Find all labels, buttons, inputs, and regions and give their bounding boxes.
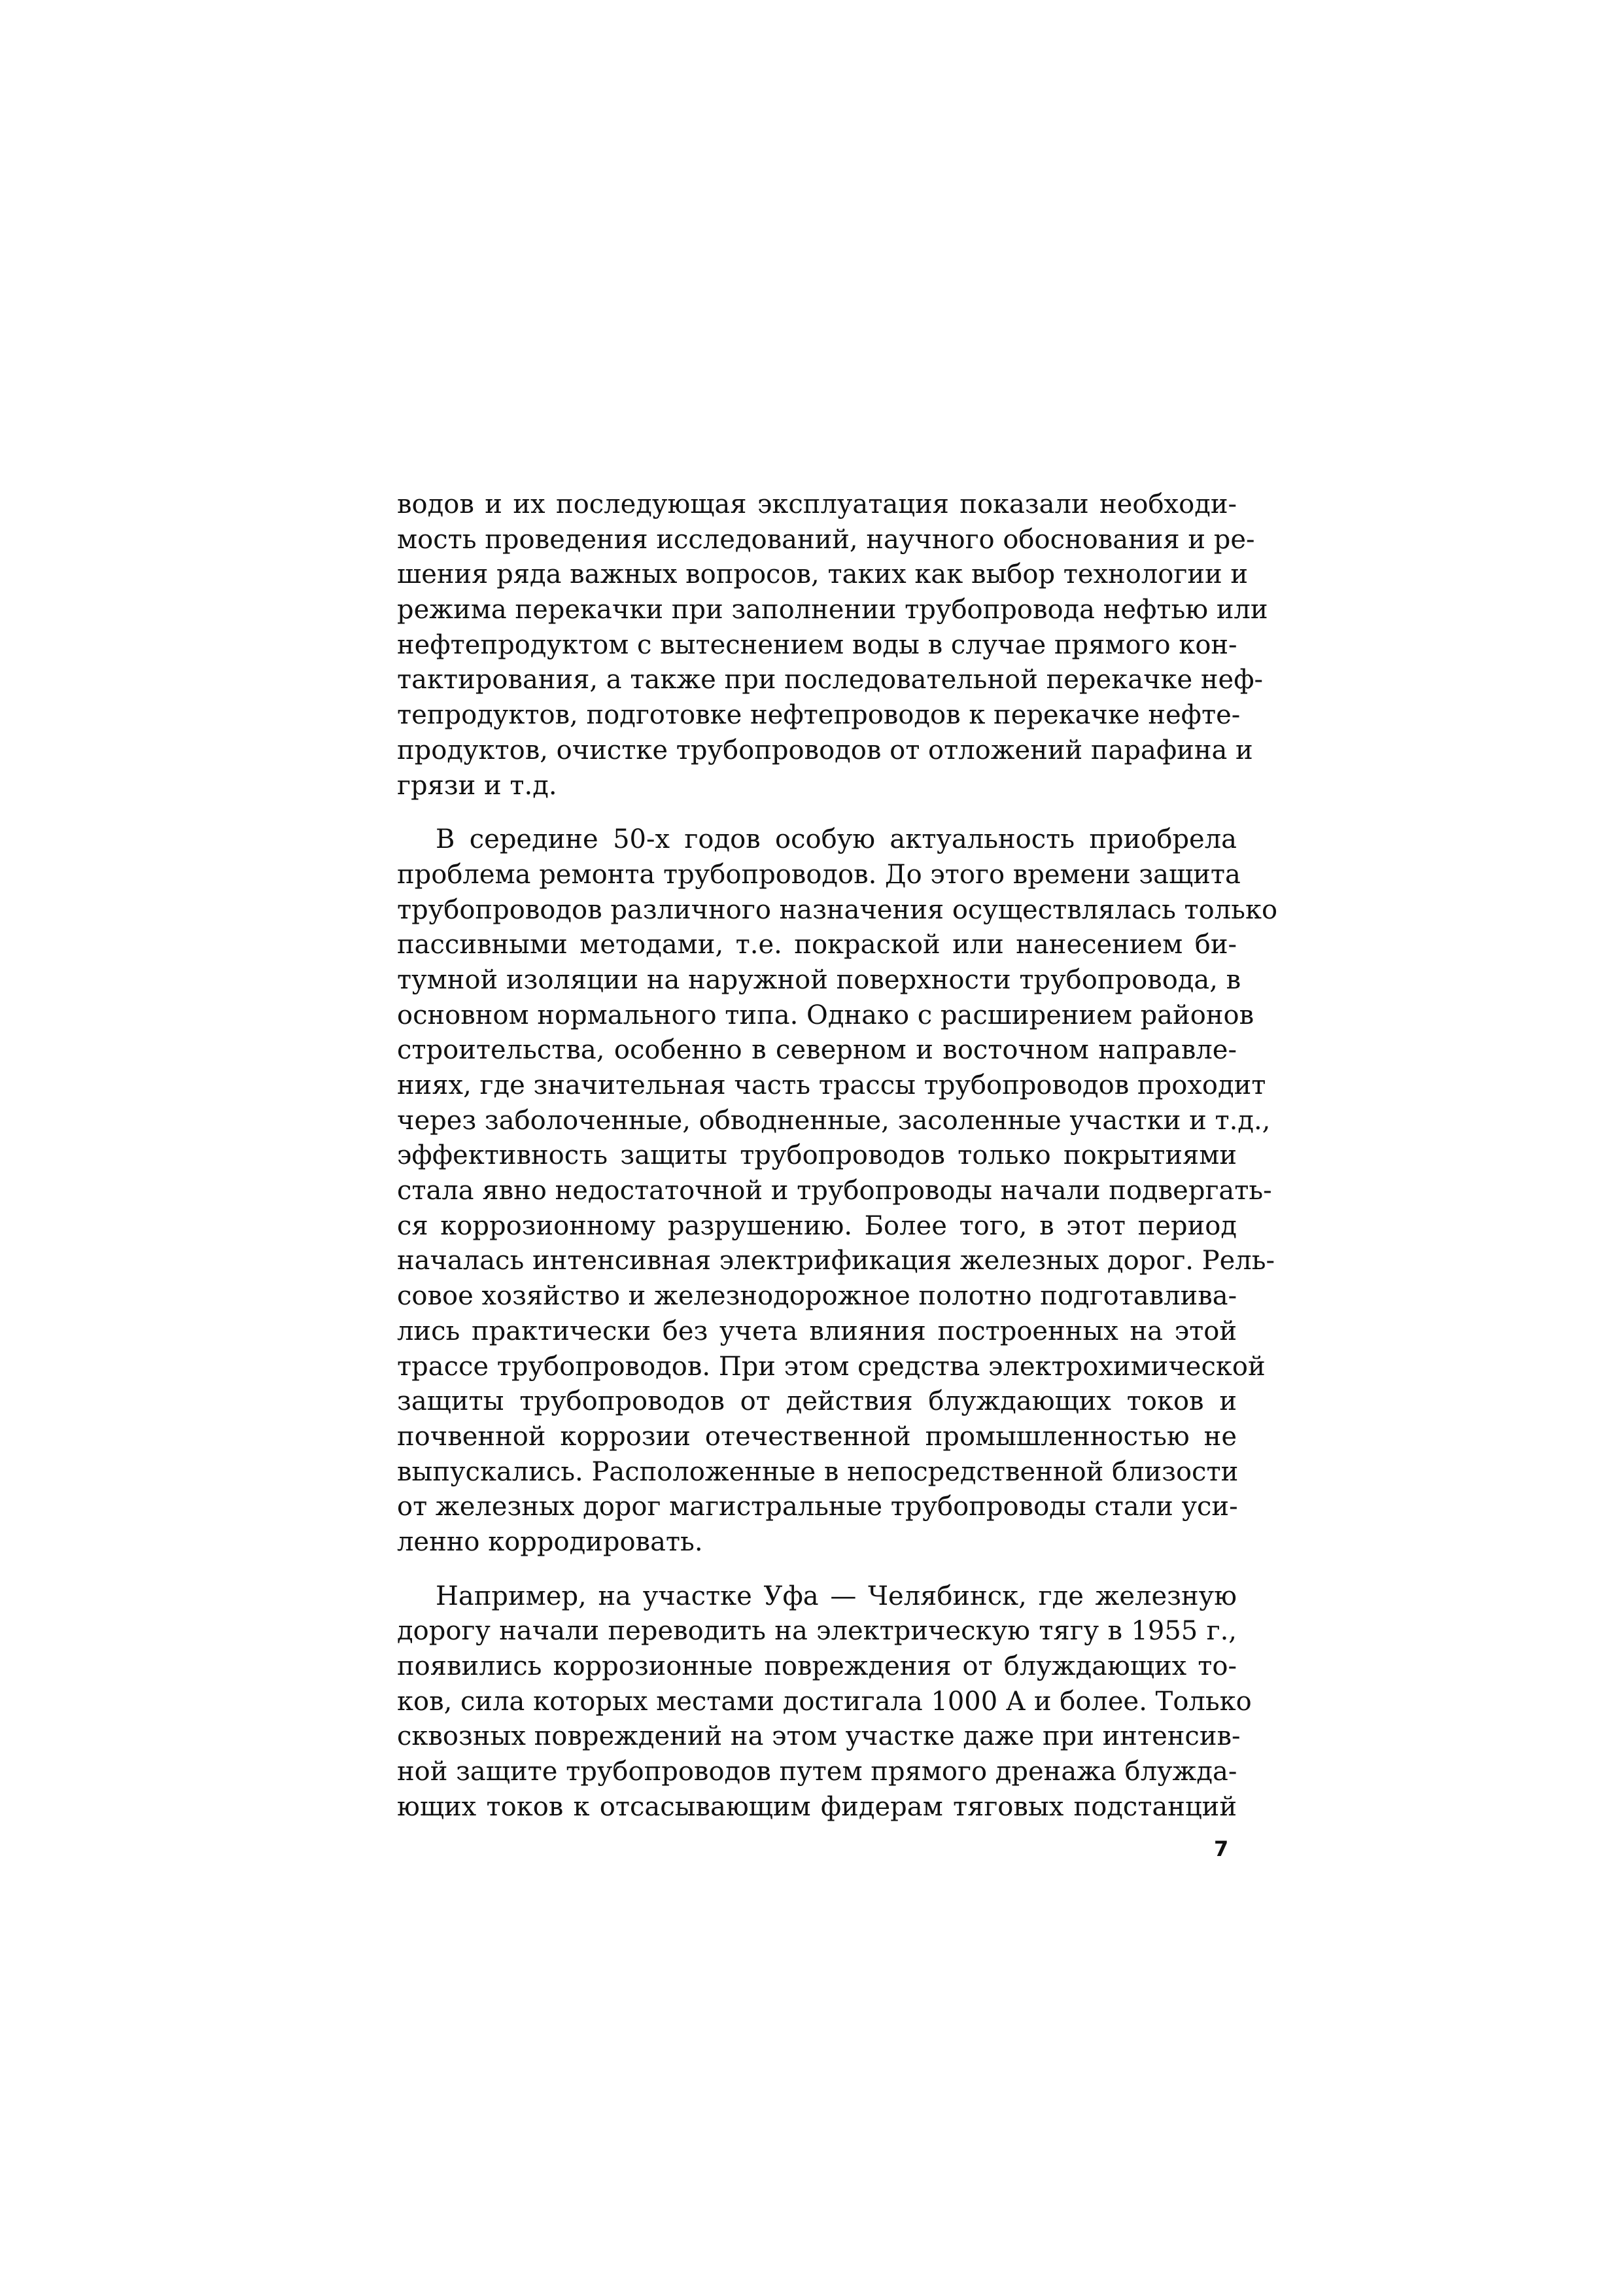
text-line: сквозных повреждений на этом участке даже при интенсив-	[397, 1721, 1241, 1752]
text-line: ной защите трубопроводов путем прямого дренажа блужда-	[397, 1757, 1237, 1787]
text-line: шения ряда важных вопросов, таких как выбор технологии и	[397, 559, 1249, 590]
text-line: режима перекачки при заполнении трубопровода нефтью или	[397, 595, 1268, 625]
paragraph-gap	[397, 803, 1237, 822]
text-line: Например, на участке Уфа — Челябинск, где железную	[436, 1581, 1237, 1611]
text-line: через заболоченные, обводненные, засоленные участки и т.д.,	[397, 1105, 1271, 1136]
text-line: стала явно недостаточной и трубопроводы начали подвергать-	[397, 1176, 1272, 1206]
paragraph	[397, 1579, 1252, 1825]
body-text	[397, 487, 1278, 1825]
text-line: нефтепродуктом с вытеснением воды в случае прямого кон-	[397, 629, 1237, 660]
text-line: грязи и т.д.	[397, 770, 557, 801]
text-line: тепродуктов, подготовке нефтепроводов к перекачке нефте-	[397, 700, 1241, 731]
text-line: ся коррозионному разрушению. Более того, в этот период	[397, 1210, 1237, 1241]
text-line: ленно корродировать.	[397, 1526, 703, 1557]
paragraph	[397, 487, 1268, 803]
text-line: лись практически без учета влияния построенных на этой	[397, 1316, 1237, 1346]
text-line: проблема ремонта трубопроводов. До этого времени защита	[397, 859, 1241, 890]
page-number: 7	[1214, 1836, 1229, 1861]
text-line: продуктов, очистке трубопроводов от отложений парафина и	[397, 735, 1253, 765]
text-line: почвенной коррозии отечественной промышленностью не	[397, 1421, 1237, 1452]
text-line: В середине 50-х годов особую актуальность приобрела	[436, 824, 1237, 855]
text-line: совое хозяйство и железнодорожное полотно подготавлива-	[397, 1281, 1237, 1312]
text-line: тумной изоляции на наружной поверхности трубопровода, в	[397, 964, 1241, 995]
text-line: от железных дорог магистральные трубопроводы стали уси-	[397, 1492, 1238, 1522]
paragraph	[397, 822, 1278, 1560]
text-line: ков, сила которых местами достигала 1000 А и более. Только	[397, 1686, 1252, 1717]
text-line: эффективность защиты трубопроводов только покрытиями	[397, 1140, 1237, 1171]
text-line: строительства, особенно в северном и восточном направле-	[397, 1035, 1237, 1066]
text-line: ющих токов к отсасывающим фидерам тяговых подстанций	[397, 1791, 1237, 1822]
text-line: основном нормального типа. Однако с расширением районов	[397, 1000, 1254, 1030]
text-line: мость проведения исследований, научного обоснования и ре-	[397, 524, 1255, 555]
text-line: дорогу начали переводить на электрическую тягу в 1955 г.,	[397, 1616, 1237, 1647]
paragraph-gap	[397, 1560, 1237, 1579]
text-line: трассе трубопроводов. При этом средства электрохимической	[397, 1351, 1266, 1382]
text-line: ниях, где значительная часть трассы трубопроводов проходит	[397, 1070, 1266, 1100]
text-line: пассивными методами, т.е. покраской или нанесением би-	[397, 930, 1237, 960]
text-line: трубопроводов различного назначения осуществлялась только	[397, 894, 1278, 925]
text-line: защиты трубопроводов от действия блуждающих токов и	[397, 1386, 1237, 1417]
text-line: выпускались. Расположенные в непосредственной близости	[397, 1456, 1239, 1487]
text-line: началась интенсивная электрификация железных дорог. Рель-	[397, 1246, 1275, 1276]
text-line: водов и их последующая эксплуатация показали необходи-	[397, 489, 1237, 519]
text-line: появились коррозионные повреждения от блуждающих то-	[397, 1651, 1237, 1681]
text-line: тактирования, а также при последовательной перекачке неф-	[397, 665, 1264, 695]
